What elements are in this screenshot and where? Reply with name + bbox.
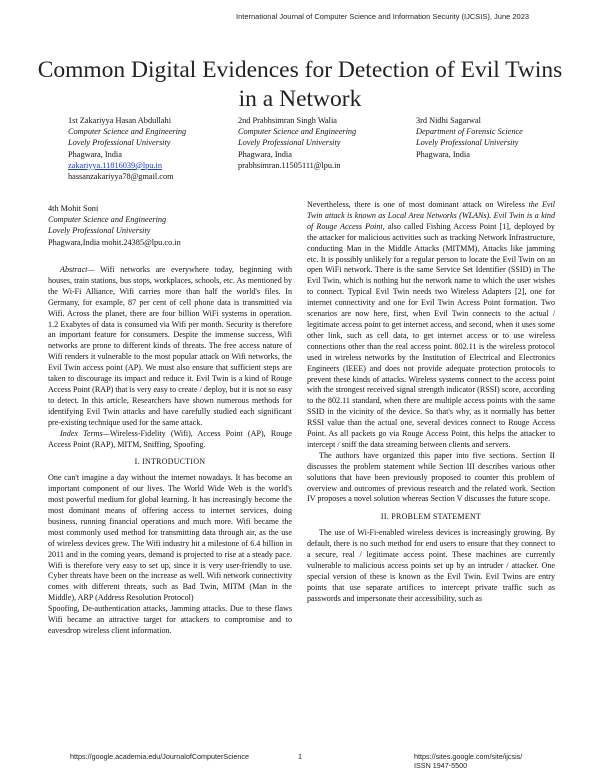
problem-paragraph: The use of Wi-Fi-enabled wireless devices is increasingly growing. By default, there is no such method for end users to ensure that they connect to a secure, real / legitimate access point. These machines are currently vulnerable to malicious access points set up by an intruder / attacker. One special version of these is known as the Evil Twin. Evil Twins are entry points that use separate artifices to intercept private traffic such as passwords and impersonate their accessibility, such as	[307, 528, 555, 603]
page-number: 1	[298, 752, 302, 761]
author-org: Lovely Professional University	[416, 138, 519, 148]
intro-paragraph: Spoofing, De-authentication attacks, Jamming attacks. Due to these flaws Wifi became an attractive target for attackers to compromise and to eavesdrop wireless client information.	[48, 604, 292, 635]
author-location: Phagwara, India	[68, 149, 122, 159]
body-text: Nevertheless, there is one of most dominant attack on Wireless	[307, 200, 529, 209]
running-header: International Journal of Computer Science and Information Security (IJCSIS), June 2023	[236, 12, 530, 21]
left-column	[48, 265, 292, 637]
index-terms	[48, 429, 292, 451]
author-org: Lovely Professional University	[68, 138, 171, 148]
author-location: Phagwara,India mohit.24385@lpu.co.in	[48, 237, 181, 247]
paper-title: Common Digital Evidences for Detection of Evil Twins in a Network	[37, 57, 563, 112]
author-org: Lovely Professional University	[48, 226, 151, 236]
right-column	[307, 200, 555, 605]
author-dept: Computer Science and Engineering	[68, 127, 187, 137]
author-name: 3rd Nidhi Sagarwal	[416, 116, 481, 125]
footer-issn: ISSN 1947-5500	[414, 761, 468, 770]
body-text: also called Fishing Access Point [1], deployed by the attacker for malicious activities such as tracking Network Infrastructure, conducting Man in the Middle Attacks (MITMM), Attacks like jamming etc. It is possibly unlikely for a regular person to locate the Evil Twin on an open WiFi network. There is the same Service Set Identifier (SSID) in The Evil Twin, which is nothing but the network name to which the user wishes to connect. Typical Evil Twin needs two Wireless Adapters [2], one for internet connectivity and one for Evil Twin Access Point formation. Two scenarios are now here, first, when Evil Twin connects to the actual / legitimate access point to get internet access, and second, when it uses some other link, such as cell data, to get internet access or to use wireless connections other than the real access point. 802.11 is the wireless protocol used in wireless networks by the Institution of Electrical and Electronics Engineers (IEEE) and does not provide adequate protection protocols to prevent these kinds of attacks. Wireless systems connect to the access point with the strongest received signal strength indicator (RSSI) score, according to the 802.11 standard, when there are multiple access points with the same SSID in the vicinity of the device. So that's why, as it normally has better RSSI value than the actual one, several devices connect to Rouge Access Point. As all packets go via Rouge Access Point, this helps the attacker to intercept / sniff the data streaming between clients and servers.	[307, 221, 555, 449]
author-block-4	[48, 203, 181, 248]
index-terms-text: Wireless-Fidelity (Wifi), Access Point (AP), Rouge Access Point (RAP), MITM, Sniffing, Spoofing.	[48, 428, 292, 449]
abstract	[48, 265, 292, 429]
body-paragraph	[307, 200, 555, 451]
section-heading-problem-statement: II. PROBLEM STATEMENT	[380, 512, 482, 522]
author-block-2	[238, 115, 356, 171]
abstract-label: Abstract—	[60, 265, 95, 274]
footer-left-url: https://google.academia.edu/JournalofComputerScience	[70, 752, 249, 761]
index-terms-label: Index Terms—	[60, 428, 110, 438]
author-email-link[interactable]: zakariyya.11816039@lpu.in	[68, 160, 162, 170]
author-name: 2nd Prabhsimran Singh Walia	[238, 116, 337, 125]
body-italic-text: the Evil Twin attack is known as Local Area Networks (WLANs). Evil Twin is a kind of Rouge Access Point,	[307, 200, 555, 231]
section-heading-introduction: I. INTRODUCTION	[134, 457, 206, 467]
author-block-1	[68, 115, 186, 182]
author-org: Lovely Professional University	[238, 138, 341, 148]
author-dept: Department of Forensic Science	[416, 127, 523, 137]
author-email: prabhsimran.11505111@lpu.in	[238, 160, 341, 170]
author-location: Phagwara, India	[238, 149, 292, 159]
author-block-3	[416, 115, 523, 160]
body-paragraph: The authors have organized this paper into five sections. Section II discusses the problem statement while Section III describes various other solutions that have been previously proposed to counter this problem of overview and outcomes of previous research and the related work. Section IV proposes a novel solution whereas Section V discusses the future scope.	[307, 450, 555, 504]
author-name: 4th Mohit Soni	[48, 204, 99, 213]
footer-right-url: https://sites.google.com/site/ijcsis/	[414, 752, 523, 761]
author-dept: Computer Science and Engineering	[238, 127, 357, 137]
intro-paragraph: One can't imagine a day without the internet nowadays. It has become an important component of our lives. The World Wide Web is the world's most powerful medium for global learning. It has increasingly become the most dominant means of offering access to internet services, doing business, running financial operations and much more. Wifi became the most commonly used method for transmitting data through air, as the use of wireless devices grew. The Wifi industry hit a milestone of 6.4 billion in 2011 and in the coming years, demand is projected to rise at a steady pace. Wifi is therefore very easy to set up, since it is very user-friendly to use. Cyber threats have been on the increase as well. Wifi network connectivity comes with different threats, such as Bad Twin, MITM (Man in the Middle), ARP (Address Resolution Protocol)	[48, 473, 292, 603]
abstract-text: Wifi networks are everywhere today, beginning with houses, train stations, bus stops, workplaces, schools, etc. As mentioned by the Wi-Fi Alliance, Wifi carries more than half the world's files. In Germany, for example, 87 per cent of cell phone data is transmitted via Wifi. Across the planet, there are four billion WiFi systems in operation. 1.2 Exabytes of data is consumed via Wifi per month. Security is therefore an important feature for consumers. Despite the immense success, Wifi networks are prone to different kinds of threats. The free access nature of Wifi renders it vulnerable to the most popular attack on Wifi networks, the Evil Twin access point (AP). We must also ensure that sufficient steps are taken to discourage its impact and reduce it. Evil Twin is a kind of Rouge Access Point (RAP) that is very easy to create / deploy, but it is not so easy to detect. In this article, Researchers have shown numerous methods for identifying Evil Twin attacks and have carefully studied each significant pre-existing technique used for the same attack.	[48, 265, 292, 427]
author-name: 1st Zakariyya Hasan Abdullahi	[68, 116, 171, 125]
footer-right	[414, 752, 522, 770]
author-email: hassanzakariyya78@gmail.com	[68, 172, 174, 182]
author-location: Phagwara, India	[416, 149, 470, 159]
author-dept: Computer Science and Engineering	[48, 215, 167, 225]
